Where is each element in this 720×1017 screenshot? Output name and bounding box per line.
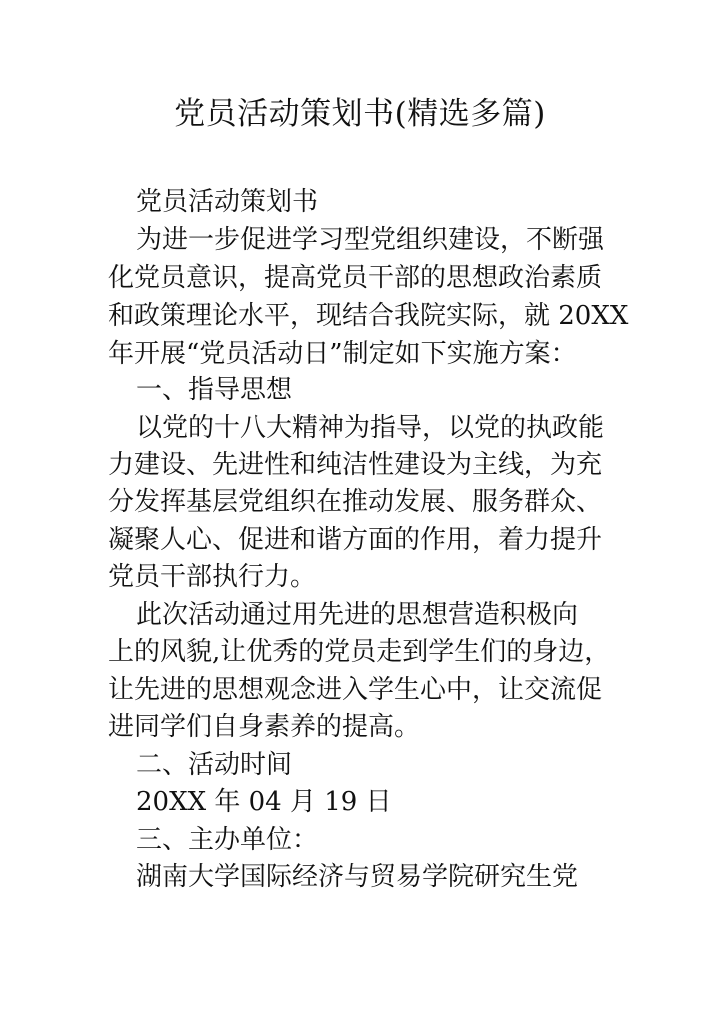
paragraph-line: 为进一步促进学习型党组织建设，不断强 [136,225,605,255]
paragraph-heading-plan: 党员活动策划书 [136,187,319,217]
paragraph-line: 进同学们自身素养的提高。 [108,712,421,742]
paragraph-line: 凝聚人心、促进和谐方面的作用，着力提升 [108,525,603,555]
paragraph-line: 和政策理论水平，现结合我院实际，就 20XX [108,301,629,331]
paragraph-line: 分发挥基层党组织在推动发展、服务群众、 [108,487,603,517]
paragraph-line: 力建设、先进性和纯洁性建设为主线，为充 [108,450,603,480]
document-title: 党员活动策划书(精选多篇) [174,96,546,132]
section-heading-guiding-thought: 一、指导思想 [136,375,293,405]
activity-date: 20XX 年 04 月 19 日 [136,787,392,817]
section-heading-activity-time: 二、活动时间 [136,750,293,780]
paragraph-line: 党员干部执行力。 [108,562,317,592]
paragraph-line: 此次活动通过用先进的思想营造积极向 [136,600,579,630]
paragraph-line: 化党员意识，提高党员干部的思想政治素质 [108,263,603,293]
paragraph-line: 以党的十八大精神为指导，以党的执政能 [136,413,605,443]
section-heading-organizer: 三、主办单位： [136,825,319,855]
paragraph-line: 年开展“党员活动日”制定如下实施方案： [108,339,577,369]
paragraph-line: 上的风貌,让优秀的党员走到学生们的身边， [108,637,611,667]
organizer-name: 湖南大学国际经济与贸易学院研究生党 [136,862,579,892]
paragraph-line: 让先进的思想观念进入学生心中，让交流促 [108,675,603,705]
